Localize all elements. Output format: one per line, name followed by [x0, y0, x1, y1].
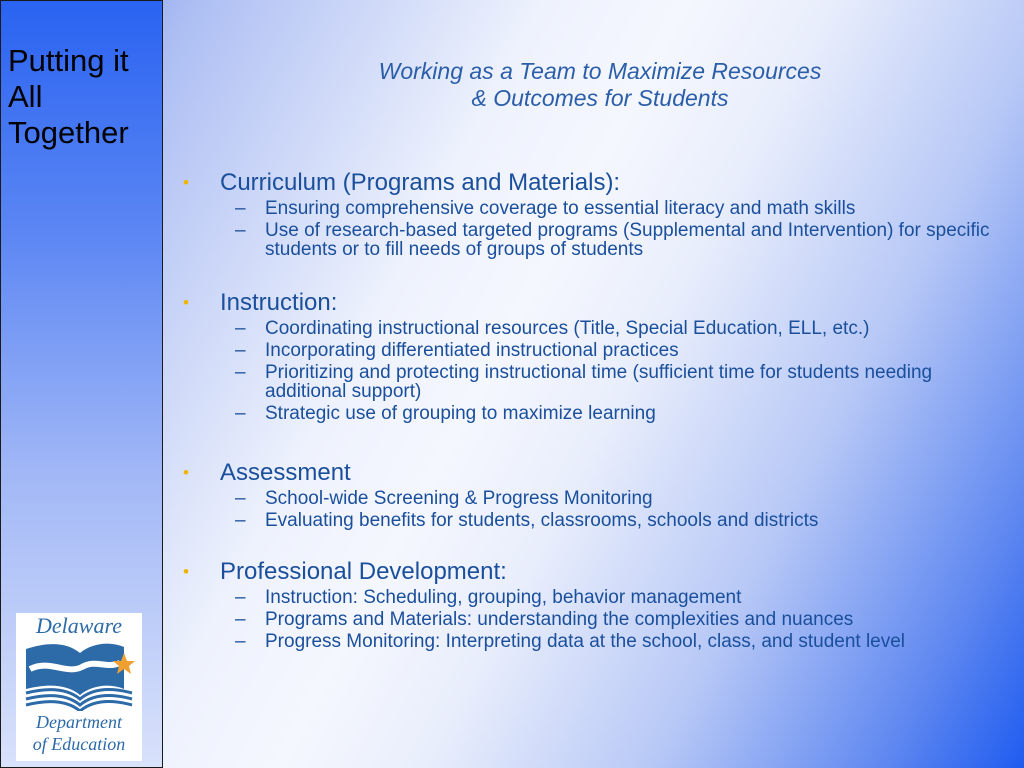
sub-bullet — [180, 362, 1000, 401]
bullet-icon: • — [183, 293, 189, 312]
sub-bullet — [180, 587, 1000, 607]
sub-bullet — [180, 631, 1000, 651]
open-book-river-icon — [20, 639, 138, 711]
dash-icon: – — [235, 340, 246, 361]
sub-bullet-text: Evaluating benefits for students, classrooms, schools and districts — [265, 510, 819, 531]
sub-bullet — [180, 488, 1000, 508]
sub-bullet — [180, 403, 1000, 423]
dash-icon: – — [235, 488, 246, 509]
bullet-title: Instruction: — [220, 289, 338, 316]
sub-bullet — [180, 609, 1000, 629]
delaware-doe-logo — [16, 613, 142, 761]
dash-icon: – — [235, 318, 246, 339]
sub-bullet-text: Coordinating instructional resources (Title, Special Education, ELL, etc.) — [265, 318, 870, 339]
logo-department-line: of Education — [32, 734, 126, 754]
bullet-icon: • — [183, 173, 189, 192]
sub-bullet-text: Progress Monitoring: Interpreting data at the school, class, and student level — [265, 631, 906, 652]
dash-icon: – — [235, 198, 246, 219]
logo-department-text — [16, 711, 142, 755]
sub-bullet-text: School-wide Screening & Progress Monitoring — [265, 488, 653, 509]
sub-bullet — [180, 220, 1000, 259]
section-instruction — [180, 288, 1000, 425]
sub-bullet — [180, 510, 1000, 530]
slide-heading-line: Working as a Team to Maximize Resources — [378, 58, 822, 84]
dash-icon: – — [235, 403, 246, 424]
dash-icon: – — [235, 587, 246, 608]
bullet-item — [180, 288, 1000, 318]
section-professional-development — [180, 557, 1000, 653]
bullet-icon: • — [183, 463, 189, 482]
sub-bullet-text: Ensuring comprehensive coverage to essential literacy and math skills — [265, 198, 856, 219]
logo-department-line: Department — [36, 712, 122, 732]
dash-icon: – — [235, 220, 246, 241]
sub-bullet — [180, 340, 1000, 360]
dash-icon: – — [235, 362, 246, 383]
section-curriculum — [180, 168, 1000, 261]
sub-bullet-text: Strategic use of grouping to maximize learning — [265, 403, 656, 424]
dash-icon: – — [235, 631, 246, 652]
slide-title-line: Together — [8, 115, 129, 150]
sub-bullet — [180, 198, 1000, 218]
dash-icon: – — [235, 510, 246, 531]
bullet-title: Assessment — [220, 459, 351, 486]
slide-title-line: Putting it — [8, 43, 129, 78]
bullet-item — [180, 557, 1000, 587]
dash-icon: – — [235, 609, 246, 630]
slide-title — [8, 43, 158, 151]
bullet-title: Professional Development: — [220, 558, 507, 585]
section-assessment — [180, 458, 1000, 532]
bullet-item — [180, 168, 1000, 198]
logo-state-name: Delaware — [36, 613, 122, 638]
bullet-icon: • — [183, 562, 189, 581]
sub-bullet-text: Prioritizing and protecting instructional time (sufficient time for students needing additional support) — [265, 362, 933, 402]
sub-bullet-text: Use of research-based targeted programs (Supplemental and Intervention) for specific students or to fill needs of groups of students — [265, 220, 990, 260]
sidebar — [0, 0, 163, 768]
sub-bullet — [180, 318, 1000, 338]
bullet-title: Curriculum (Programs and Materials): — [220, 169, 621, 196]
sub-bullet-text: Incorporating differentiated instructional practices — [265, 340, 679, 361]
sub-bullet-text: Programs and Materials: understanding the complexities and nuances — [265, 609, 854, 630]
sub-bullet-text: Instruction: Scheduling, grouping, behavior management — [265, 587, 742, 608]
bullet-item — [180, 458, 1000, 488]
slide-heading-line: & Outcomes for Students — [471, 85, 729, 111]
slide-title-line: All — [8, 79, 43, 114]
slide-heading — [300, 58, 900, 112]
